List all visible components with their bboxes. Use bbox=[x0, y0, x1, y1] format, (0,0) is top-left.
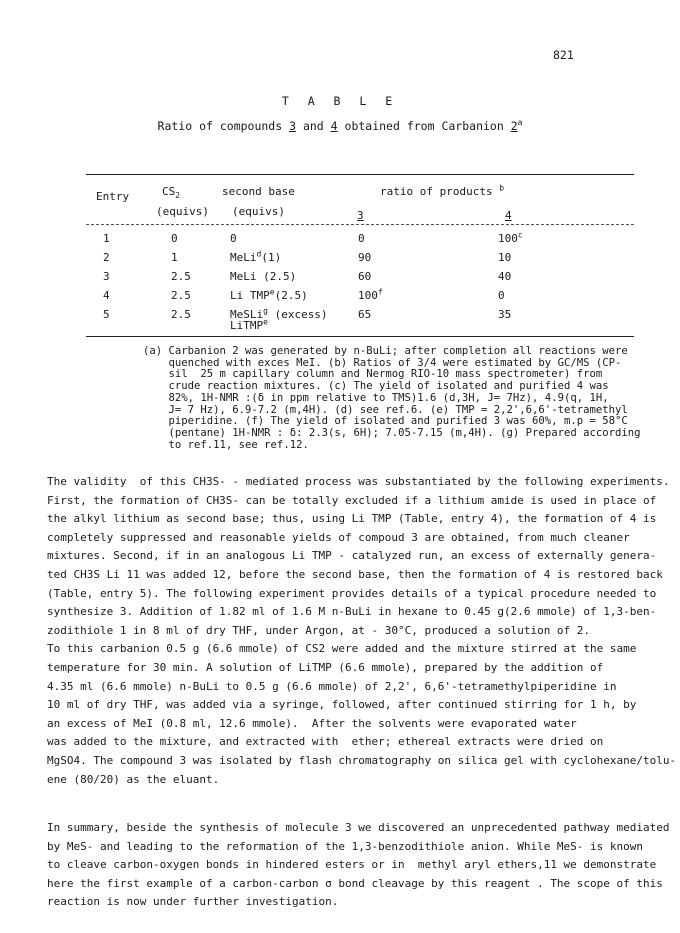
table-cell-product-4: 100$^c$ bbox=[498, 230, 523, 245]
table-cell-entry: 5 bbox=[103, 308, 110, 321]
table-cell-base: MeLi$^d$(1) bbox=[230, 249, 282, 264]
table-cell-base: MeSLi$^g$ (excess) bbox=[230, 306, 328, 321]
paragraph-1: The validity of this CH3S- - mediated process was substantiated by the following experiments. First, the formation of CH3S- can be totally excluded if a lithium amide is used in place of the alkyl lithium as second base; thus, using Li TMP (Table, entry 4), the formation of 4 is completely suppressed and reasonable yields of compoud 3 are obtained, from much cleaner mixtures. Second, if in an analogous Li TMP - catalyzed run, an excess of externally genera- ted CH3S Li 11 was added 12, before the second base, then the formation of 4 is restored back (Table, entry 5). The following experiment provides details of a typical procedure needed to synthesize 3. Addition of 1.82 ml of 1.6 M n-BuLi in hexane to 0.45 g(2.6 mmole) of 1,3-ben- zodithiole 1 in 8 ml of dry THF, under Argon, at - 30°C, produced a solution of 2. To this carbanion 0.5 g (6.6 mmole) of CS2 were added and the mixture stirred at the same temperature for 30 min. A solution of LiTMP (6.6 mmole), prepared by the addition of 4.35 ml (6.6 mmole) n-BuLi to 0.5 g (6.6 mmole) of 2,2', 6,6'-tetramethylpiperidine in 10 ml of dry THF, was added via a syringe, followed, after continued stirring for 1 h, by an excess of MeI (0.8 ml, 12.6 mmole). After the solvents were evaporated water was added to the mixture, and extracted with ether; ethereal extracts were dried on MgSO4. The compound 3 was isolated by flash chromatography on silica gel with cyclohexane/tolu- ene (80/20) as the eluant. bbox=[47, 475, 677, 786]
table-cell-product-4: 0 bbox=[498, 289, 505, 302]
table-cell-product-4: 40 bbox=[498, 270, 512, 283]
table-cell-product-4: 10 bbox=[498, 251, 512, 264]
table-cell-cs2: 1 bbox=[171, 251, 178, 264]
table-cell-cs2: 2.5 bbox=[171, 308, 191, 321]
table-cell-base: MeLi (2.5) bbox=[230, 270, 297, 283]
table-caption: Ratio of compounds 3 and 4 obtained from Carbanion 2$^a$ bbox=[157, 118, 523, 133]
header-entry: Entry bbox=[96, 190, 130, 203]
header-cs2-unit: (equivs) bbox=[156, 205, 209, 218]
table-cell-base-2: LiTMP$^e$ bbox=[230, 317, 268, 332]
table-cell-base: Li TMP$^e$(2.5) bbox=[230, 287, 308, 302]
table-bottom-rule bbox=[86, 336, 634, 337]
table-title: T A B L E bbox=[281, 94, 399, 108]
table-top-rule bbox=[86, 174, 634, 175]
table-cell-product-4: 35 bbox=[498, 308, 512, 321]
table-cell-entry: 2 bbox=[103, 251, 110, 264]
table-cell-product-3: 60 bbox=[358, 270, 372, 283]
table-cell-entry: 1 bbox=[103, 232, 110, 245]
header-base-unit: (equivs) bbox=[232, 205, 285, 218]
paragraph-2: In summary, beside the synthesis of molecule 3 we discovered an unprecedented pathway mediated by MeS- and leading to the reformation of the 1,3-benzodithiole anion. While MeS- is known to cleave carbon-oxygen bonds in hindered esters or in methyl aryl ethers,11 we demonstrate here the first example of a carbon-carbon σ bond cleavage by this reagent . The scope of this reaction is now under further investigation. bbox=[47, 821, 670, 909]
header-cs2: $CS_2$ bbox=[162, 185, 181, 201]
table-header-rule bbox=[86, 224, 634, 225]
header-ratio: ratio of products $^b$ bbox=[380, 183, 505, 198]
table-cell-entry: 3 bbox=[103, 270, 110, 283]
table-cell-cs2: 2.5 bbox=[171, 270, 191, 283]
header-second-base: second base bbox=[222, 185, 295, 198]
table-cell-cs2: 2.5 bbox=[171, 289, 191, 302]
table-cell-cs2: 0 bbox=[171, 232, 178, 245]
page-number: 821 bbox=[553, 48, 574, 62]
table-cell-entry: 4 bbox=[103, 289, 110, 302]
header-product-4: 4 bbox=[505, 209, 512, 222]
header-product-3: 3 bbox=[357, 209, 364, 222]
table-cell-product-3: 90 bbox=[358, 251, 372, 264]
table-cell-product-3: 100$^f$ bbox=[358, 287, 383, 302]
table-cell-base: 0 bbox=[230, 232, 237, 245]
table-cell-product-3: 0 bbox=[358, 232, 365, 245]
table-cell-product-3: 65 bbox=[358, 308, 372, 321]
table-footnotes: (a) Carbanion 2 was generated by n-BuLi; after completion all reactions were quenched with exces MeI. (b) Ratios of 3/4 were estimated by GC/MS (CP- sil 25 m capillary column and Nermog RIO-10 mass spectrometer) from crude reaction mixtures. (c) The yield of isolated and purified 4 was 82%, 1H-NMR :(δ in ppm relative to TMS)1.6 (d,3H, J= 7Hz), 4.9(q, 1H, J= 7 Hz), 6.9-7.2 (m,4H). (d) see ref.6. (e) TMP = 2,2',6,6'-tetramethyl piperidine. (f) The yield of isolated and purified 3 was 60%, m.p = 58°C (pentane) 1H-NMR : δ: 2.3(s, 6H); 7.05-7.15 (m,4H). (g) Prepared according to ref.11, see ref.12. bbox=[143, 345, 641, 451]
